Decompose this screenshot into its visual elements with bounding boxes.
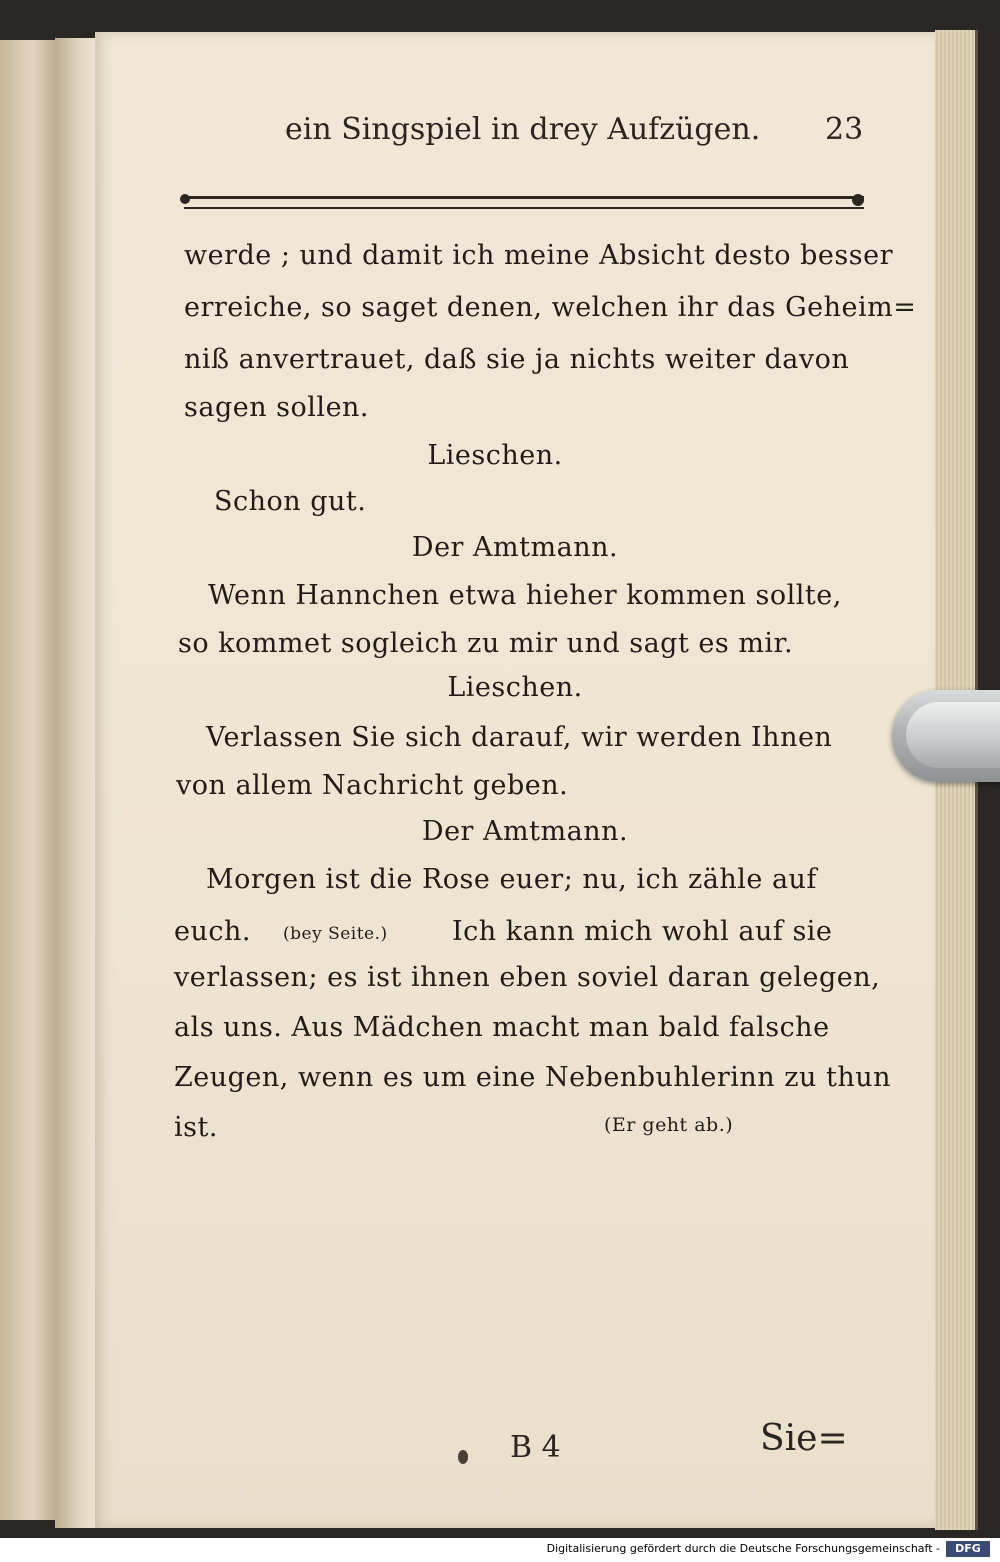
aside-direction: (bey Seite.) <box>283 924 388 944</box>
text-line: Wenn Hannchen etwa hieher kommen sollte, <box>208 580 842 611</box>
catchword: Sie= <box>760 1418 848 1459</box>
text-line: von allem Nachricht geben. <box>176 770 569 801</box>
ink-spot <box>458 1450 468 1464</box>
rule-ornament-right <box>852 194 864 206</box>
text-line: werde ; und damit ich meine Absicht desto besser <box>184 240 893 271</box>
text-line: ist. <box>174 1112 218 1143</box>
text-line: als uns. Aus Mädchen macht man bald falsche <box>174 1012 830 1043</box>
page-clip <box>892 690 1000 782</box>
text-line: Ich kann mich wohl auf sie <box>452 916 833 947</box>
page-number: 23 <box>825 112 864 147</box>
running-title: ein Singspiel in drey Aufzügen. <box>285 112 761 147</box>
footer-credit: Digitalisierung gefördert durch die Deutsche Forschungsgemeinschaft - <box>546 1542 940 1555</box>
text-line: Verlassen Sie sich darauf, wir werden Ihnen <box>206 722 833 753</box>
text-line: Schon gut. <box>214 486 367 517</box>
speaker-name: Lieschen. <box>427 440 563 471</box>
text-line: so kommet sogleich zu mir und sagt es mir. <box>178 628 794 659</box>
speaker-name: Lieschen. <box>447 672 583 703</box>
text-line: euch. <box>174 916 251 947</box>
clip-highlight <box>906 702 1000 768</box>
text-line: sagen sollen. <box>184 392 370 423</box>
speaker-name: Der Amtmann. <box>421 816 629 847</box>
digitization-footer <box>0 1538 1000 1562</box>
dfg-logo: DFG <box>946 1541 990 1557</box>
stage-direction: (Er geht ab.) <box>604 1114 734 1136</box>
speaker-name: Der Amtmann. <box>411 532 619 563</box>
text-line: Zeugen, wenn es um eine Nebenbuhlerinn zu thun <box>174 1062 891 1093</box>
facing-page-edge <box>0 40 62 1520</box>
header-rule <box>184 196 864 209</box>
text-line: erreiche, so saget denen, welchen ihr das Geheim= <box>184 292 917 323</box>
text-line: niß anvertrauet, daß sie ja nichts weiter davon <box>184 344 850 375</box>
text-line: verlassen; es ist ihnen eben soviel daran gelegen, <box>174 962 881 993</box>
signature-mark: B 4 <box>510 1430 561 1465</box>
text-line: Morgen ist die Rose euer; nu, ich zähle auf <box>206 864 817 895</box>
